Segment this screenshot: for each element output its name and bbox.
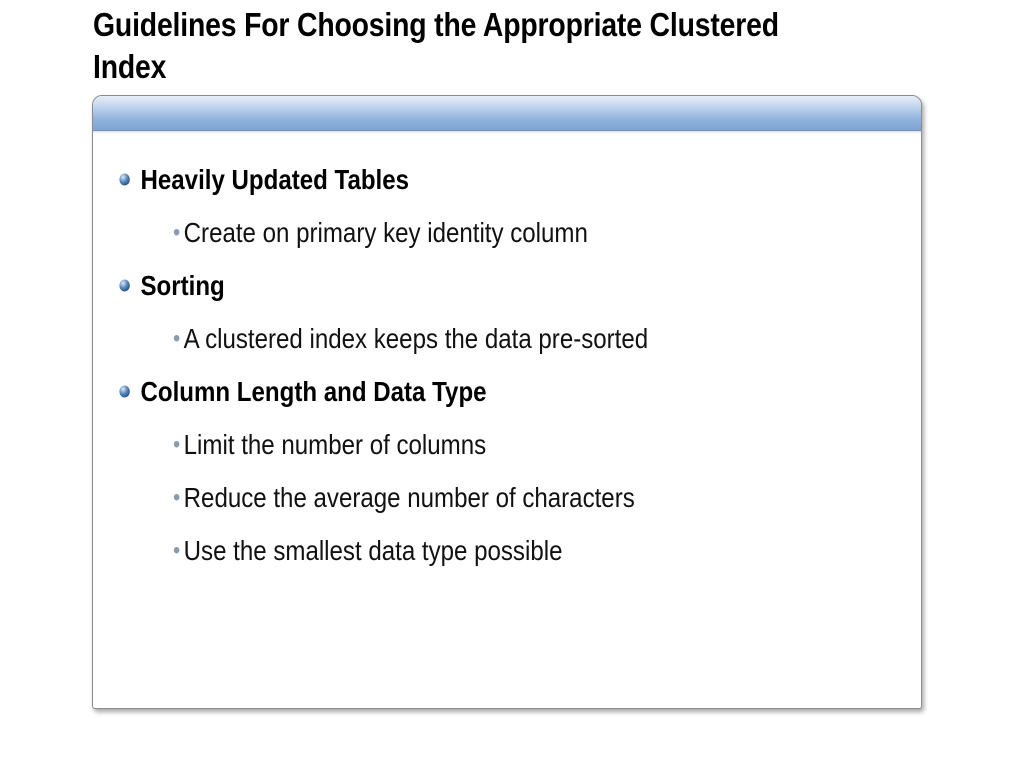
sub-bullet xyxy=(173,323,648,355)
bullet-heading-text: Heavily Updated Tables xyxy=(140,164,410,195)
dot-bullet-icon: • xyxy=(173,537,181,564)
sub-bullet-text: Use the smallest data type possible xyxy=(183,535,563,566)
bullet-heading-text: Sorting xyxy=(140,270,225,301)
sub-bullet xyxy=(173,429,486,461)
dot-bullet-icon: • xyxy=(173,325,181,352)
sub-bullet-text: Limit the number of columns xyxy=(183,429,487,460)
dot-bullet-icon: • xyxy=(173,431,181,458)
panel-header-band xyxy=(93,96,921,131)
sphere-bullet-icon xyxy=(119,279,130,292)
bullet-heading xyxy=(119,376,487,408)
dot-bullet-icon: • xyxy=(173,484,181,511)
dot-bullet-icon: • xyxy=(173,219,181,246)
sphere-bullet-icon xyxy=(119,385,130,398)
bullet-heading xyxy=(119,270,225,302)
sub-bullet-text: Reduce the average number of characters xyxy=(183,482,635,513)
sub-bullet xyxy=(173,482,635,514)
sub-bullet-text: A clustered index keeps the data pre-sorted xyxy=(183,323,649,354)
slide-title: Guidelines For Choosing the Appropriate Clustered Index xyxy=(93,6,779,85)
sub-bullet-text: Create on primary key identity column xyxy=(183,217,588,248)
content-panel xyxy=(92,95,922,709)
sub-bullet xyxy=(173,217,588,249)
bullet-heading xyxy=(119,164,409,196)
bullet-heading-text: Column Length and Data Type xyxy=(140,376,487,407)
sphere-bullet-icon xyxy=(119,173,130,186)
sub-bullet xyxy=(173,535,562,567)
